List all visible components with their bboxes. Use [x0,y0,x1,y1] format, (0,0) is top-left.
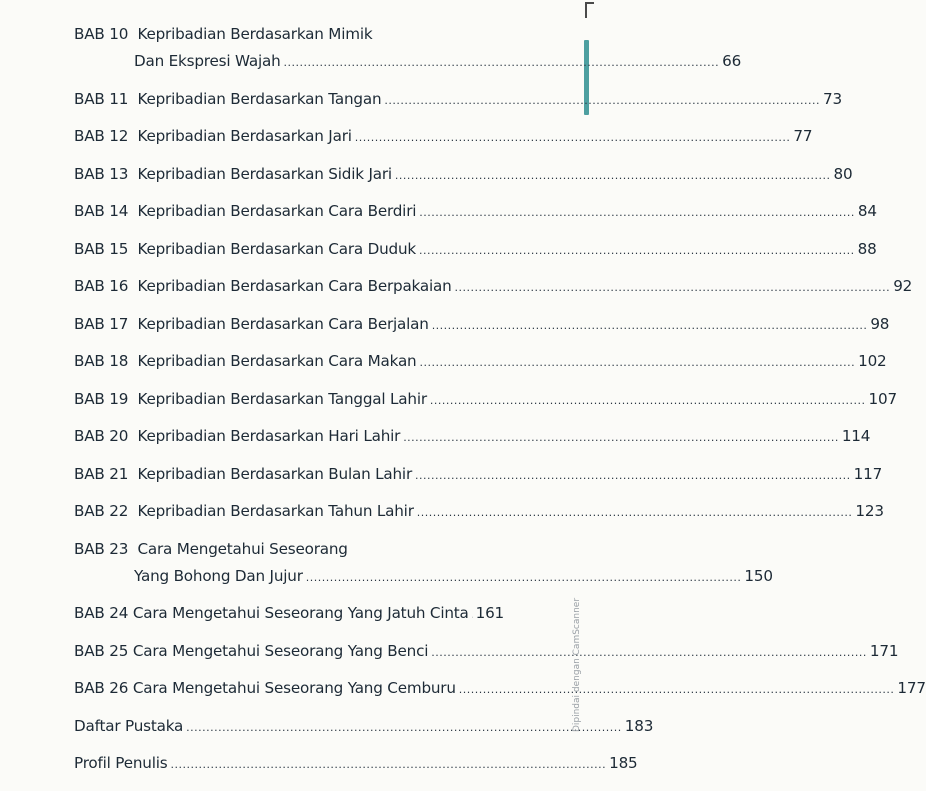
toc-entry[interactable] [74,164,853,186]
page-number: 102 [858,352,887,370]
page-number: 150 [744,566,773,585]
toc-entry[interactable] [74,239,877,261]
scanner-watermark: Dipindai dengan CamScanner [571,597,582,733]
chapter-number: BAB 21 [74,464,129,483]
chapter-number: BAB 17 [74,314,129,333]
chapter-number: BAB 20 [74,427,129,445]
chapter-number: BAB 14 [74,202,129,220]
section-title: Profil Penulis [74,754,168,772]
leader-dots: ............................................................................................................. [186,720,622,734]
chapter-title: Kepribadian Berdasarkan Cara Berpakaian [137,277,452,295]
leader-dots: ............................................................................................................. [431,645,867,659]
page-number: 98 [870,314,890,333]
chapter-title: Cara Mengetahui Seseorang [137,539,348,558]
toc-entry[interactable] [74,716,654,738]
chapter-number: BAB 25 [74,641,129,660]
leader-dots: ............................................................................................................. [429,393,866,407]
leader-dots: ............................................................................................................. [305,570,742,584]
toc-entry[interactable] [74,641,899,663]
toc-entry[interactable] [74,351,887,373]
toc-entry[interactable] [74,603,504,625]
toc-entry[interactable] [74,501,884,523]
toc-entry[interactable] [74,539,773,588]
toc-entry[interactable] [74,126,813,148]
chapter-title: Kepribadian Berdasarkan Cara Berdiri [137,202,417,220]
chapter-number: BAB 10 [74,25,129,43]
toc-entry[interactable] [74,89,842,111]
chapter-title: Kepribadian Berdasarkan Tangan [137,89,382,108]
chapter-title: Kepribadian Berdasarkan Cara Duduk [137,239,416,258]
chapter-number: BAB 26 [74,679,129,697]
page-number: 114 [841,427,871,445]
page-number: 117 [853,464,883,483]
leader-dots: ............................................................................................................. [283,56,720,69]
page-number: 171 [869,641,899,660]
page-number: 177 [897,679,926,697]
leader-dots: ............................................................................................................. [394,168,831,182]
page-number: 185 [609,754,638,772]
leader-dots: ............................................................................................................. [454,281,891,294]
page-number: 73 [823,89,842,108]
leader-dots: ............................................................................................................. [384,93,821,107]
chapter-number: BAB 15 [74,239,129,258]
leader-dots: ............................................................................................................. [418,243,855,257]
chapter-number: BAB 18 [74,352,129,370]
leader-dots [472,605,473,625]
chapter-title-continued: Yang Bohong Dan Jujur [134,566,303,585]
chapter-title: Kepribadian Berdasarkan Cara Berjalan [137,314,429,333]
leader-dots: ............................................................................................................. [419,206,855,219]
leader-dots: ............................................................................................................. [170,758,607,771]
chapter-title: Kepribadian Berdasarkan Bulan Lahir [137,464,412,483]
chapter-title: Kepribadian Berdasarkan Tahun Lahir [137,502,414,520]
toc-entry[interactable] [74,314,890,336]
chapter-number: BAB 22 [74,502,129,520]
chapter-number: BAB 23 [74,539,129,558]
page-number: 161 [475,604,504,622]
chapter-number: BAB 12 [74,127,129,145]
leader-dots: ............................................................................................................. [416,506,853,519]
chapter-title: Kepribadian Berdasarkan Mimik [137,25,373,43]
chapter-number: BAB 24 [74,604,129,622]
page-number: 80 [833,164,853,183]
page-number: 77 [793,127,813,145]
toc-entry[interactable] [74,464,883,486]
toc-entry[interactable] [74,426,871,448]
chapter-title: Kepribadian Berdasarkan Tanggal Lahir [137,389,427,408]
chapter-title: Cara Mengetahui Seseorang Yang Benci [132,641,429,660]
chapter-title: Cara Mengetahui Seseorang Yang Jatuh Cinta [132,604,469,622]
leader-dots: ............................................................................................................. [354,131,791,144]
toc-entry[interactable] [74,276,913,298]
chapter-title: Kepribadian Berdasarkan Jari [137,127,352,145]
chapter-number: BAB 11 [74,89,129,108]
section-title: Daftar Pustaka [74,716,184,735]
page-number: 88 [857,239,877,258]
chapter-title-continued: Dan Ekspresi Wajah [134,52,281,70]
page-number: 66 [722,52,742,70]
chapter-number: BAB 19 [74,389,129,408]
page-number: 183 [624,716,654,735]
chapter-title: Kepribadian Berdasarkan Hari Lahir [137,427,401,445]
page-number: 123 [855,502,884,520]
page-corner-mark [585,2,594,18]
chapter-number: BAB 13 [74,164,129,183]
toc-entry[interactable] [74,753,638,775]
toc-entry[interactable] [74,389,897,411]
leader-dots: ............................................................................................................. [458,683,895,696]
toc-entry[interactable] [74,201,877,223]
chapter-title: Kepribadian Berdasarkan Sidik Jari [137,164,392,183]
toc-entry[interactable] [74,24,742,73]
page-number: 84 [857,202,877,220]
toc-entry[interactable] [74,678,926,700]
leader-dots: ............................................................................................................. [415,468,851,482]
page-number: 107 [868,389,897,408]
leader-dots: ............................................................................................................. [419,356,856,369]
chapter-number: BAB 16 [74,277,129,295]
chapter-title: Kepribadian Berdasarkan Cara Makan [137,352,417,370]
leader-dots: ............................................................................................................. [431,318,868,332]
page-number: 92 [893,277,913,295]
chapter-title: Cara Mengetahui Seseorang Yang Cemburu [132,679,456,697]
leader-dots: ............................................................................................................. [403,431,839,444]
